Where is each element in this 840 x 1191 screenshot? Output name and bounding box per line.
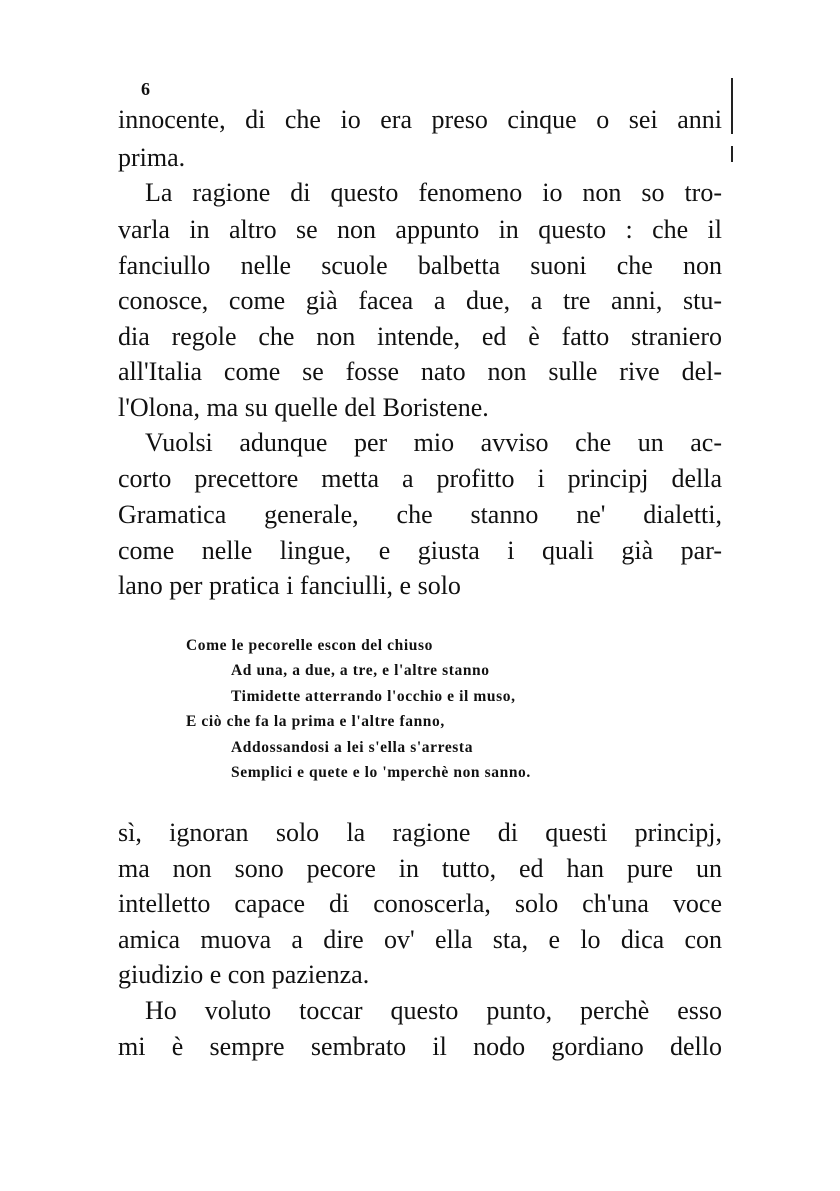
verse-line: E ciò che fa la prima e l'altre fanno, (186, 713, 445, 730)
text-line: l'Olona, ma su quelle del Boristene. (118, 393, 489, 422)
text-line: prima. (118, 143, 186, 172)
verse-line: Come le pecorelle escon del chiuso (186, 637, 433, 654)
text-line: Gramatica generale, che stanno ne' dialetti, (118, 500, 722, 529)
verse-line: Ad una, a due, a tre, e l'altre stanno (231, 662, 490, 679)
page-number: 6 (141, 79, 150, 99)
verse-line: Timidette atterrando l'occhio e il muso, (231, 688, 516, 705)
page-edge-mark (731, 146, 733, 162)
text-line: Ho voluto toccar questo punto, perchè esso (145, 996, 722, 1025)
text-line: all'Italia come se fosse nato non sulle rive del- (118, 357, 722, 386)
text-line: giudizio e con pazienza. (118, 960, 370, 989)
verse-line: Semplici e quete e lo 'mperchè non sanno. (231, 764, 531, 781)
text-line: ma non sono pecore in tutto, ed han pure un (118, 854, 722, 883)
text-line: intelletto capace di conoscerla, solo ch'una voce (118, 889, 722, 918)
text-line: varla in altro se non appunto in questo : che il (118, 215, 722, 244)
text-line: come nelle lingue, e giusta i quali già par- (118, 536, 722, 565)
text-line: corto precettore metta a profitto i principj della (118, 464, 722, 493)
text-line: sì, ignoran solo la ragione di questi principj, (118, 818, 722, 847)
text-line: fanciullo nelle scuole balbetta suoni che non (118, 251, 722, 280)
text-line: mi è sempre sembrato il nodo gordiano dello (118, 1032, 722, 1061)
text-line: La ragione di questo fenomeno io non so tro- (145, 178, 722, 207)
text-line: amica muova a dire ov' ella sta, e lo dica con (118, 925, 722, 954)
text-line: innocente, di che io era preso cinque o sei anni (118, 105, 722, 134)
text-line: dia regole che non intende, ed è fatto straniero (118, 322, 722, 351)
text-line: Vuolsi adunque per mio avviso che un ac- (145, 428, 722, 457)
text-line: conosce, come già facea a due, a tre anni, stu- (118, 286, 722, 315)
page-edge-mark (731, 78, 733, 134)
verse-line: Addossandosi a lei s'ella s'arresta (231, 739, 474, 756)
text-line: lano per pratica i fanciulli, e solo (118, 571, 461, 600)
